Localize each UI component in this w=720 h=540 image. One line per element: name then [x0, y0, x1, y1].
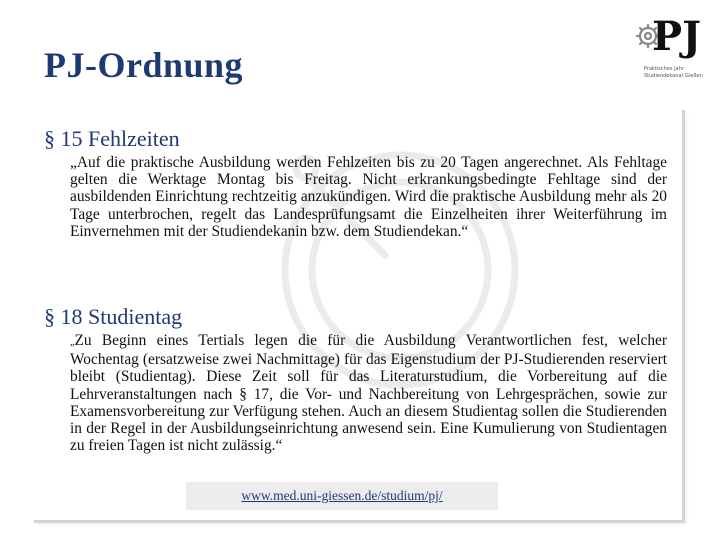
link-box	[186, 482, 498, 510]
pj-logo	[632, 6, 712, 90]
page-title: PJ-Ordnung	[44, 45, 244, 85]
logo-caption-line2: Studiendekanat Gießen	[644, 73, 703, 79]
section-heading-studientag: § 18 Studientag	[44, 304, 183, 329]
section-text-fehlzeiten: „Auf die praktische Ausbildung werden Fehlzeiten bis zu 20 Tagen angerechnet. Als Fehltage gelten die Werktage Montag bis Freitag. Nicht erkrankungsbedingte Fehltage sind der ausbildenden Einrichtung rechtzeitig anzukündigen. Wird die praktische Ausbildung mehr als 20 Tage unterbrochen, regelt das Landesprüfungsamt die Einzelheiten ihrer Weiterführung im Einvernehmen mit der Studiendekanin bzw. dem Studiendekan.“	[70, 154, 667, 240]
logo-caption-line1: Praktisches Jahr	[644, 66, 684, 72]
logo-caption	[644, 66, 710, 80]
logo-mark-text: PJ	[652, 13, 702, 60]
section-heading-fehlzeiten: § 15 Fehlzeiten	[44, 126, 180, 151]
gear-icon	[632, 6, 712, 66]
opening-quote-mark: „	[70, 337, 75, 348]
section-text-studientag-block	[70, 332, 667, 454]
website-link[interactable]: www.med.uni-giessen.de/studium/pj/	[241, 488, 443, 503]
section-text-studientag: Zu Beginn eines Tertials legen die für die Ausbildung Verantwortlichen fest, welcher Wochentag (ersatzweise zwei Nachmittage) für das Eigenstudium der PJ-Studierenden reserviert bleibt (Studientag). Diese Zeit soll für das Literaturstudium, die Vorbereitung auf die Lehrveranstaltungen nach § 17, die Vor- und Nachbereitung von Lehrgesprächen, sowie zur Examensvorbereitung zur Verfügung stehen. Auch an diesem Studientag sollen die Studierenden in der Regel in der Ausbildungseinrichtung anwesend sein. Eine Kumulierung von Studientagen zu freien Tagen ist nicht zulässig.“	[70, 332, 667, 455]
